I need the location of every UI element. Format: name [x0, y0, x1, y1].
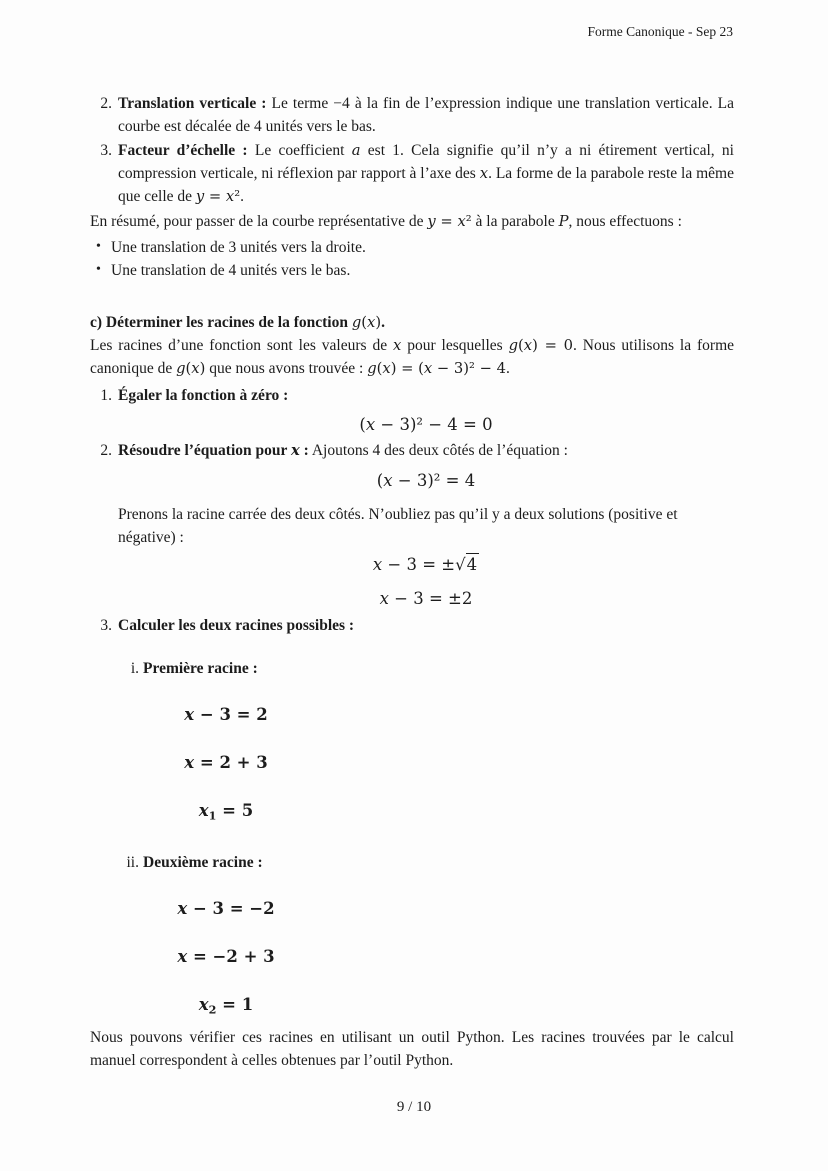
- bullet-item: [90, 236, 734, 259]
- bullet-icon: •: [96, 239, 101, 254]
- inline-math: a: [351, 142, 361, 159]
- list-item-3: [90, 139, 734, 208]
- step-item-3: [90, 614, 734, 1018]
- inline-math: g(x) = 0: [508, 337, 573, 354]
- step-number: 1.: [100, 387, 112, 404]
- display-equation: x − 3 = −2: [177, 899, 275, 918]
- bullet-text: Une translation de 3 unités vers la droite.: [111, 239, 366, 256]
- inline-math: x: [393, 337, 402, 354]
- sub-item-i: [118, 657, 734, 824]
- heading-text: .: [381, 314, 385, 331]
- display-equation: (x − 3)² − 4 = 0: [359, 415, 493, 434]
- bullet-list: [90, 236, 734, 282]
- sub-number: i.: [130, 660, 139, 677]
- section-c-heading: [90, 311, 734, 334]
- page-header: [588, 24, 733, 40]
- step-label: Calculer les deux racines possibles :: [118, 617, 355, 634]
- inline-math-script-p: P: [558, 213, 569, 230]
- sub-equations: [143, 896, 309, 1018]
- item-text: Le coefficient: [247, 142, 352, 159]
- display-equation: (x − 3)² = 4: [376, 471, 476, 490]
- item-number: 3.: [100, 142, 112, 159]
- display-equation: x − 3 = 2: [184, 705, 268, 724]
- item-text: . La forme de la parabole reste la même que celle de: [118, 165, 734, 205]
- display-equation: x = −2 + 3: [177, 947, 275, 966]
- bullet-icon: •: [96, 262, 101, 277]
- step-number: 2.: [100, 442, 112, 459]
- paragraph-text: , nous effectuons :: [568, 213, 682, 230]
- inline-math: g(x): [176, 360, 206, 377]
- item-number: 2.: [100, 95, 112, 112]
- display-equation: x − 3 = ±√4: [372, 555, 478, 574]
- bullet-text: Une translation de 4 unités vers le bas.: [111, 262, 351, 279]
- page-number: 9 / 10: [396, 1099, 432, 1115]
- inline-math: x: [479, 165, 489, 182]
- item-text: Le terme −4 à la fin de l’expression indique une translation verticale. La courbe est décalée de 4 unités vers le bas.: [118, 95, 734, 135]
- item-text: .: [240, 188, 245, 205]
- paragraph-text: Les racines d’une fonction sont les valeurs de: [90, 337, 393, 354]
- main-content: [90, 92, 734, 1072]
- item-label: Facteur d’échelle :: [118, 142, 248, 159]
- step-note: Prenons la racine carrée des deux côtés. N’oubliez pas qu’il y a deux solutions (positive et négative) :: [118, 506, 678, 546]
- inline-math: y = x²: [427, 213, 472, 230]
- inline-math: y = x²: [195, 188, 241, 205]
- summary-paragraph: [90, 210, 734, 233]
- paragraph-text: que nous avons trouvée :: [205, 360, 368, 377]
- page-footer: [0, 1096, 828, 1119]
- paragraph-text: . Nous utilisons la forme canonique de: [90, 337, 735, 377]
- sub-number: ii.: [126, 854, 139, 871]
- step-label: Résoudre l’équation pour: [118, 442, 291, 459]
- heading-text: c) Déterminer les racines de la fonction: [90, 314, 352, 331]
- paragraph-text: à la parabole: [471, 213, 559, 230]
- section-c-intro: [90, 334, 734, 380]
- header-title: Forme Canonique - Sep 23: [587, 24, 733, 39]
- paragraph-text: .: [505, 360, 510, 377]
- sub-label: Première racine :: [143, 660, 258, 677]
- display-equation: $x_1 = 5$: [198, 801, 254, 823]
- item-text: est 1. Cela signifie qu’il n’y a ni étirement vertical, ni compression verticale, ni réflexion par rapport à l’axe des: [118, 142, 734, 182]
- step-text: Ajoutons 4 des deux côtés de l’équation :: [308, 442, 568, 459]
- sub-equations: [143, 702, 309, 824]
- step-item-1: [90, 384, 734, 438]
- sub-item-ii: [118, 851, 734, 1018]
- display-equation: $x_2 = 1$: [198, 995, 254, 1017]
- step-item-2: [90, 439, 734, 612]
- inline-math: g(x) = (x − 3)² − 4: [367, 360, 506, 377]
- paragraph-text: pour lesquelles: [401, 337, 509, 354]
- paragraph-text: En résumé, pour passer de la courbe représentative de: [90, 213, 428, 230]
- step-label: :: [299, 442, 309, 459]
- display-equation: x − 3 = ±2: [379, 589, 473, 608]
- inline-math-bold: x: [290, 442, 300, 459]
- sub-label: Deuxième racine :: [143, 854, 263, 871]
- step-label: Égaler la fonction à zéro :: [118, 387, 289, 404]
- inline-math: g(x): [351, 314, 382, 331]
- list-item-2: [90, 92, 734, 138]
- item-label: Translation verticale :: [118, 95, 267, 112]
- closing-paragraph: Nous pouvons vérifier ces racines en utilisant un outil Python. Les racines trouvées par le calcul manuel correspondent à celles obtenues par l’outil Python.: [90, 1029, 734, 1069]
- bullet-item: [90, 259, 734, 282]
- step-number: 3.: [100, 617, 112, 634]
- display-equation: x = 2 + 3: [184, 753, 268, 772]
